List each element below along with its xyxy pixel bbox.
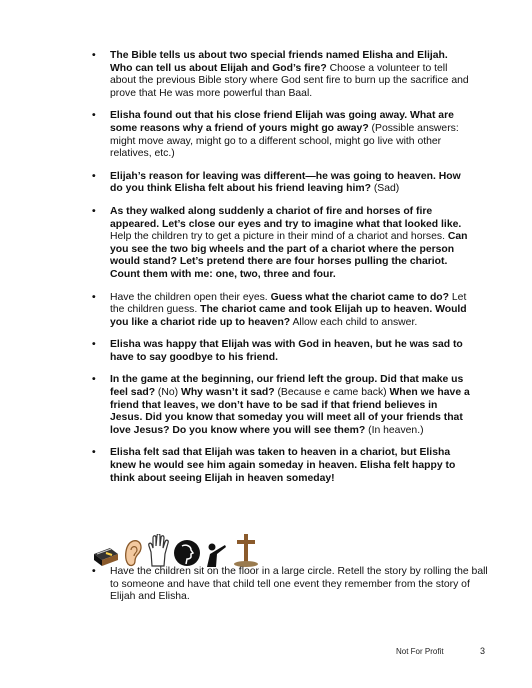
page-number: 3 — [480, 646, 486, 656]
bullet-mark: • — [92, 566, 96, 577]
list-item: • Elisha felt sad that Elijah was taken to heaven in a chariot, but Elisha knew he would see him again someday in heaven. Elisha felt happy to think about seeing Elijah in heaven someday! — [92, 447, 456, 484]
list-item: • In the game at the beginning, our friend left the group. Did that make us feel sad? (No) Why wasn’t it sad? (Because e came back) When we have a friend that leaves, we don’t have to be sad if that friend believes in Jesus. Did you know that someday you will meet all of your friends that love Jesus? Do you know where you will see them? (In heaven.) — [92, 374, 470, 436]
bullet-mark: • — [92, 205, 96, 217]
list-item: • Elijah’s reason for leaving was different—he was going to heaven. How do you think Elisha felt about his friend leaving him? (Sad) — [92, 170, 461, 195]
list-item: • As they walked along suddenly a chariot of fire and horses of fire appeared. Let’s close our eyes and try to imagine what that looked like. Help the children try to get a picture in their mind of a chariot and horses. Can you see the two big wheels and the part of a chariot where the person would stand? Let’s pretend there are four horses pulling the chariot. Count them with me: one, two, three and four. — [92, 205, 468, 280]
list-item: • Elisha found out that his close friend Elijah was going away. What are some reasons why a friend of yours might go away? (Possible answers: might move away, might go to a different school, might go live with other relatives, etc.) — [92, 110, 459, 160]
bullet-mark: • — [92, 170, 96, 182]
bullet-mark: • — [92, 291, 96, 303]
list-item: • Have the children open their eyes. Guess what the chariot came to do? Let the children guess. The chariot came and took Elijah up to heaven. Would you like a chariot ride up to heaven? Allow each child to answer. — [92, 291, 467, 328]
ear-icon — [122, 538, 144, 568]
bullet-mark: • — [92, 50, 96, 61]
bible-icon — [92, 544, 120, 568]
footer-text: Not For Profit — [396, 647, 444, 656]
bullet-mark: • — [92, 110, 96, 122]
praying-figure-icon — [204, 542, 230, 568]
bullet-list — [92, 50, 472, 495]
cross-icon — [232, 532, 260, 568]
activity-icon-strip — [92, 526, 260, 568]
list-item: • Elisha was happy that Elijah was with God in heaven, but he was sad to have to say goodbye to his friend. — [92, 339, 463, 363]
list-item: • Have the children sit on the floor in a large circle. Retell the story by rolling the ball to someone and have that child tell one event they remember from the story of Elijah and Elisha. — [92, 566, 488, 603]
bullet-mark: • — [92, 447, 96, 459]
bullet-mark: • — [92, 339, 96, 351]
head-profile-icon — [172, 538, 202, 568]
hand-icon — [146, 534, 170, 568]
list-item: • The Bible tells us about two special friends named Elisha and Elijah. Who can tell us about Elijah and God’s fire? Choose a volunteer to tell about the previous Bible story where God sent fire to burn up the sacrifice and prove that He was more powerful than Baal. — [92, 50, 469, 99]
bullet-mark: • — [92, 374, 96, 386]
